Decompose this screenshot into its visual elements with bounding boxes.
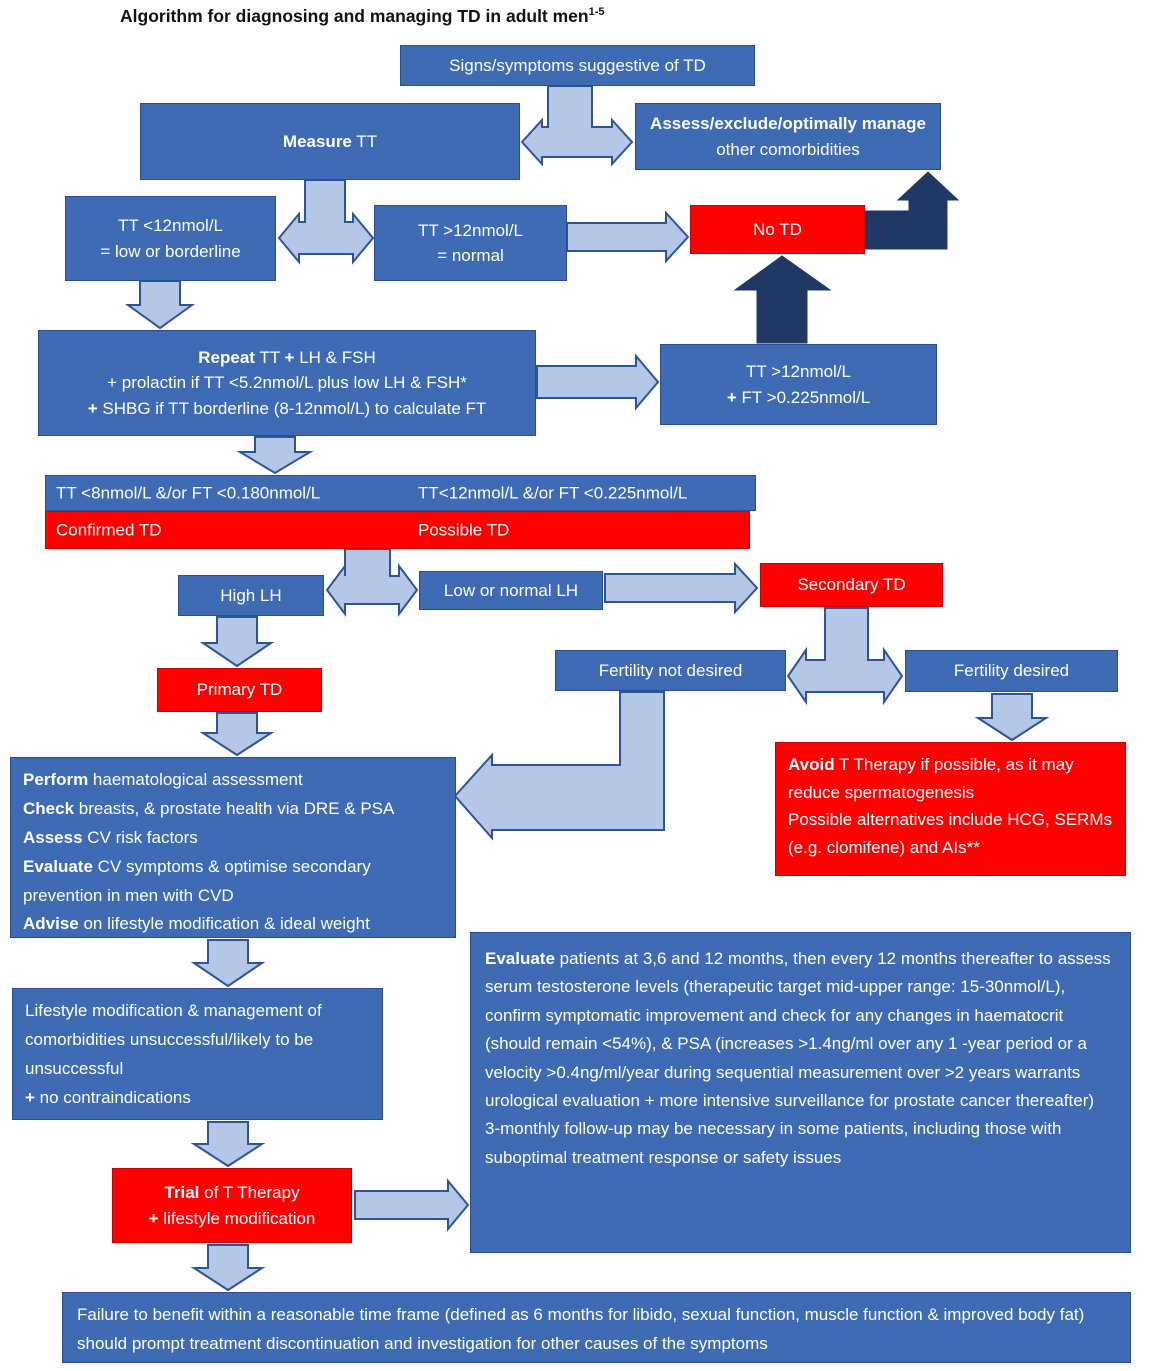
text-bold: Assess/exclude/optimally manage bbox=[650, 114, 926, 133]
text-bold: + bbox=[25, 1087, 35, 1107]
text-bold: Trial bbox=[164, 1183, 200, 1202]
node-fertility-not-desired bbox=[555, 650, 786, 691]
text-line bbox=[23, 853, 443, 911]
node-low-normal-lh bbox=[419, 571, 603, 610]
arrow-signs-to-measure-assess bbox=[522, 86, 632, 164]
text-bold: + bbox=[726, 387, 737, 407]
text-line: + prolactin if TT <5.2nmol/L plus low LH & FSH* bbox=[107, 373, 467, 393]
text-bold: Evaluate bbox=[485, 949, 555, 968]
node-measure-tt bbox=[140, 103, 520, 180]
node-fertility-desired bbox=[905, 650, 1118, 692]
text-rest: FT >0.225nmol/L bbox=[736, 387, 871, 407]
text-line bbox=[23, 824, 443, 853]
node-repeat-tt bbox=[38, 330, 536, 436]
page-title-reference: 1-5 bbox=[588, 6, 605, 19]
arrow-trial-to-evaluate bbox=[355, 1181, 468, 1229]
text-rest: TT bbox=[351, 131, 378, 151]
threshold-confirmed-label: TT <8nmol/L &/or FT <0.180nmol/L bbox=[56, 483, 321, 503]
arrow-measure-to-tt-branch bbox=[279, 180, 373, 262]
text-rest: haematological assessment bbox=[88, 770, 303, 789]
text-line bbox=[164, 1180, 299, 1206]
text-line bbox=[149, 1206, 316, 1232]
node-primary-td bbox=[157, 668, 322, 712]
text-line bbox=[198, 345, 375, 371]
page-title-text: Algorithm for diagnosing and managing TD in adult men bbox=[120, 6, 589, 26]
text-line bbox=[23, 766, 443, 795]
node-failure-to-benefit bbox=[62, 1292, 1131, 1363]
text-bold: Repeat bbox=[198, 347, 255, 367]
arrow-highlh-to-primary bbox=[203, 617, 271, 666]
text-line: TT <12nmol/L bbox=[117, 216, 224, 235]
arrow-notd-to-assess-elbow bbox=[865, 172, 958, 249]
text-bold: Evaluate bbox=[23, 856, 93, 876]
text-rest: TT bbox=[254, 347, 285, 367]
text-line: = low or borderline bbox=[100, 241, 241, 261]
text-bold: + bbox=[148, 1208, 159, 1228]
text-bold: Assess bbox=[23, 827, 83, 847]
threshold-possible-label: TT<12nmol/L &/or FT <0.225nmol/L bbox=[418, 483, 688, 503]
text-rest: no contraindications bbox=[34, 1087, 191, 1107]
text-rest: other comorbidities bbox=[716, 139, 860, 159]
text-line: TT >12nmol/L bbox=[745, 362, 852, 381]
arrow-ttlow-to-repeat bbox=[128, 281, 192, 328]
text-bold: Avoid bbox=[788, 755, 835, 774]
arrow-ttnormal-to-notd bbox=[567, 213, 688, 261]
arrow-perform-to-lifestyle bbox=[194, 940, 262, 986]
node-tt-ft-normal bbox=[660, 344, 937, 425]
node-primary-td-label: Primary TD bbox=[196, 680, 283, 700]
node-avoid-t-therapy bbox=[775, 742, 1126, 876]
text-line bbox=[25, 1084, 370, 1113]
text-line bbox=[88, 396, 487, 422]
arrow-secondary-to-fertility-branch bbox=[788, 608, 902, 702]
node-measure-tt-label bbox=[283, 129, 377, 155]
node-assess-comorbidities bbox=[635, 103, 941, 170]
node-fertility-desired-label: Fertility desired bbox=[953, 661, 1070, 681]
arrow-lifestyle-to-trial bbox=[194, 1122, 262, 1166]
possible-td-label: Possible TD bbox=[418, 520, 510, 540]
text-line bbox=[485, 945, 1116, 1115]
node-high-lh-label: High LH bbox=[220, 585, 282, 605]
confirmed-td-label: Confirmed TD bbox=[56, 520, 162, 540]
text-line: = normal bbox=[437, 246, 504, 265]
node-lifestyle-unsuccessful bbox=[12, 988, 383, 1120]
node-signs-symptoms-label: Signs/symptoms suggestive of TD bbox=[449, 55, 706, 75]
node-fertility-not-desired-label: Fertility not desired bbox=[598, 660, 743, 680]
page-title bbox=[120, 6, 605, 27]
arrow-repeat-to-ttft bbox=[537, 356, 658, 408]
text-rest: on lifestyle modification & ideal weight bbox=[78, 914, 370, 934]
node-no-td bbox=[690, 205, 865, 254]
text-bold: Perform bbox=[23, 770, 89, 789]
text-bold: Check bbox=[23, 798, 75, 818]
text-line bbox=[788, 751, 1113, 806]
text-bold: Advise bbox=[23, 914, 79, 934]
text-rest: LH & FSH bbox=[294, 347, 376, 367]
node-signs-symptoms bbox=[400, 45, 755, 86]
node-secondary-td bbox=[760, 563, 943, 607]
node-high-lh bbox=[178, 575, 324, 616]
text-bold: + bbox=[87, 398, 98, 418]
node-tt-low-borderline bbox=[65, 196, 276, 281]
node-tt-normal bbox=[374, 205, 567, 281]
arrow-outcome-to-lh-branch bbox=[327, 549, 417, 614]
node-trial-t-therapy bbox=[112, 1168, 352, 1243]
text-line: 3-monthly follow-up may be necessary in some patients, including those with suboptimal treatment response or safety issues bbox=[485, 1119, 1062, 1167]
arrow-repeat-to-thresholds bbox=[240, 437, 310, 473]
text-line bbox=[727, 385, 870, 411]
text-rest: lifestyle modification bbox=[158, 1208, 316, 1228]
node-no-td-label: No TD bbox=[753, 219, 802, 239]
text-rest: patients at 3,6 and 12 months, then every 12 months thereafter to assess serum testosterone levels (therapeutic target mid-upper range: 15-30nmol/L), confirm symptomatic improvement and check for any changes in haematocrit (should remain <54%), & PSA (increases >1.4ng/ml over any 1 -year period or a velocity >0.4ng/ml/year during sequential measurement over >2 years warrants urological evaluation + more intensive surveillance for prostate cancer thereafter) bbox=[485, 949, 1111, 1110]
text-line: TT >12nmol/L bbox=[417, 220, 524, 240]
arrow-lownormallh-to-secondary bbox=[605, 564, 757, 612]
node-evaluate-followup bbox=[470, 932, 1131, 1253]
text-rest: CV risk factors bbox=[82, 827, 198, 847]
text-rest: of T Therapy bbox=[199, 1183, 300, 1202]
text-bold: Measure bbox=[282, 131, 352, 151]
node-low-normal-lh-label: Low or normal LH bbox=[443, 580, 579, 600]
text-rest: SHBG if TT borderline (8-12nmol/L) to calculate FT bbox=[97, 398, 487, 418]
node-perform-assessment bbox=[10, 757, 456, 938]
text-rest: breasts, & prostate health via DRE & PSA bbox=[74, 798, 395, 818]
row-td-outcome bbox=[45, 511, 750, 549]
text-line: Possible alternatives include HCG, SERMs (e.g. clomifene) and AIs** bbox=[788, 810, 1113, 857]
arrow-fertilitydesired-to-avoid bbox=[978, 694, 1046, 740]
text-rest: T Therapy if possible, as it may reduce spermatogenesis bbox=[788, 755, 1074, 802]
node-assess-comorbidities-label bbox=[646, 111, 930, 162]
node-secondary-td-label: Secondary TD bbox=[797, 575, 906, 595]
arrow-trial-to-failure bbox=[194, 1245, 262, 1290]
node-failure-to-benefit-label: Failure to benefit within a reasonable time frame (defined as 6 months for libido, sexual function, muscle function & improved body fat) should prompt treatment discontinuation and investigation for other causes of the symptoms bbox=[77, 1305, 1085, 1353]
text-rest: CV symptoms & optimise secondary prevention in men with CVD bbox=[23, 856, 371, 905]
arrow-ttft-to-notd bbox=[735, 256, 830, 343]
text-bold: + bbox=[284, 347, 295, 367]
text-line bbox=[23, 795, 443, 824]
arrow-primary-to-perform bbox=[203, 713, 271, 755]
text-line bbox=[23, 910, 443, 939]
text-line: Lifestyle modification & management of comorbidities unsuccessful/likely to be unsuccessful bbox=[25, 1001, 322, 1078]
arrow-fertilitynot-to-perform-elbow bbox=[455, 692, 664, 838]
row-thresholds bbox=[45, 475, 756, 511]
